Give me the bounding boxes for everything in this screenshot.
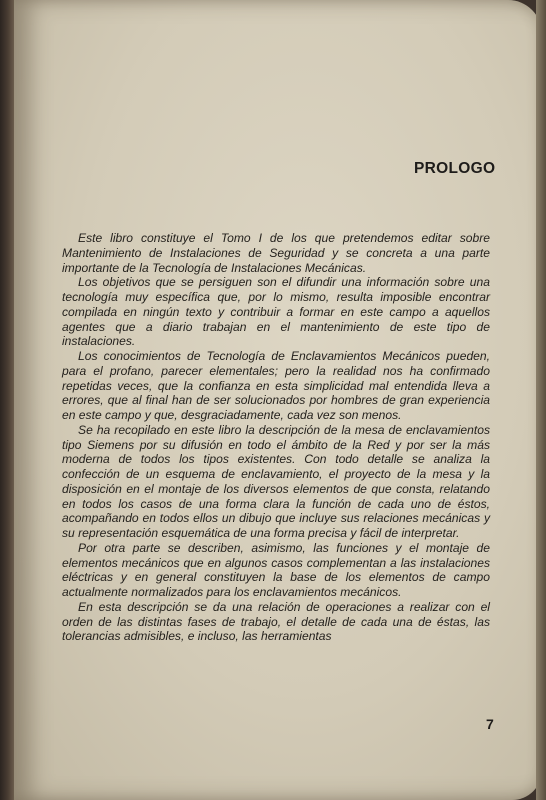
paragraph-6: En esta descripción se da una relación de operaciones a realizar con el orden de las distintas fases de trabajo, el detalle de cada una de éstas, las tolerancias admisibles, e incluso, las herramientas [62,599,490,644]
book-edge [536,0,546,800]
paragraph-5: Por otra parte se describen, asimismo, las funciones y el montaje de elementos mecánicos que en algunos casos complementan a las instalaciones eléctricas y en general constituyen la base de los elementos de campo actualmente normalizados para los enclavamientos mecánicos. [62,540,490,599]
page-number: 7 [486,716,494,732]
paragraph-1: Este libro constituye el Tomo I de los que pretendemos editar sobre Mantenimiento de Instalaciones de Seguridad y se concreta a una parte importante de la Tecnología de Instalaciones Mecánicas. [62,231,490,275]
paragraph-3: Los conocimientos de Tecnología de Enclavamientos Mecánicos pueden, para el profano, parecer elementales; pero la realidad nos ha confirmado repetidas veces, que la confianza en esta simplicidad mal entendida lleva a errores, que al final han de ser solucionados por hombres de gran experiencia en este campo y que, desgraciadamente, cada vez son menos. [62,349,490,422]
prologue-body [62,231,490,644]
paragraph-4: Se ha recopilado en este libro la descripción de la mesa de enclavamientos tipo Siemens por su difusión en todo el ámbito de la Red y por ser la más moderna de todos los tipos existentes. Con todo detalle se analiza la confección de un esquema de enclavamiento, el proyecto de la mesa y la disposición en el montaje de los diversos elementos de que consta, relatando en todos los casos de una forma clara la función de cada uno de éstos, acompañando en todos ellos un dibujo que incluye sus relaciones mecánicas y su representación esquemática de una forma precisa y fácil de interpretar. [62,422,490,540]
book-page [14,0,542,800]
page-heading: PROLOGO [414,160,496,177]
paragraph-2: Los objetivos que se persiguen son el difundir una información sobre una tecnología muy específica que, por lo mismo, resulta imposible encontrar compilada en ningún texto y contribuir a formar en este campo a aquellos agentes que a diario trabajan en el mantenimiento de este tipo de instalaciones. [62,275,490,349]
